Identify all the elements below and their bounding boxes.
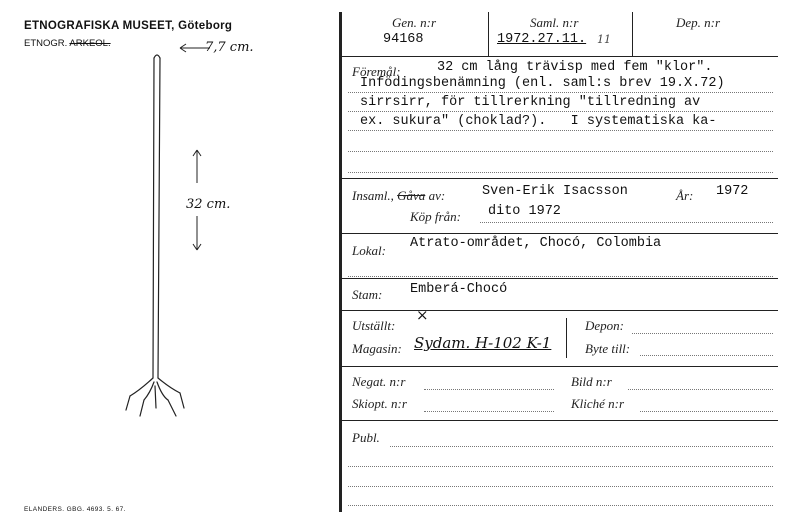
foremal-line-1: 32 cm lång trävisp med fem "klor". [437,60,713,75]
ar-label: År: [676,188,694,203]
header-divider-2 [632,12,633,56]
dotline [348,111,773,112]
whisk-sketch-icon [110,48,200,428]
dotline [348,486,773,487]
saml-mark: 11 [597,33,611,46]
gen-label: Gen. n:r [392,15,437,30]
saml-label: Saml. n:r [530,15,579,30]
stam-label: Stam: [352,287,383,302]
dotline [424,411,554,412]
printer-imprint: ELANDERS. GBG. 4693. 5. 67. [24,506,126,513]
bild-label: Bild n:r [571,374,612,389]
publ-label: Publ. [352,430,380,445]
dotline [628,389,773,390]
dotline [632,333,773,334]
saml-value: 1972.27.11. [497,32,587,47]
utstallt-label: Utställt: [352,318,396,333]
section-rule [342,278,778,279]
dotline [348,172,773,173]
dotline [424,389,554,390]
insaml-label [352,188,445,204]
section-rule [342,233,778,234]
card-left-border [339,12,342,512]
byte-label: Byte till: [585,341,631,356]
museum-title: ETNOGRAFISKA MUSEET, Göteborg [24,20,233,32]
length-note: 32 cm. [186,197,231,212]
insaml-value: Sven-Erik Isacsson [482,184,628,199]
kop-value: dito 1972 [488,204,561,219]
lokal-label: Lokal: [352,243,386,258]
section-rule [342,310,778,311]
dotline [640,355,773,356]
foremal-line-2: Infödingsbenämning (enl. saml:s brev 19.X.72) [360,76,725,91]
dep-label: Dep. n:r [676,15,721,30]
dotline [480,222,773,223]
lokal-value: Atrato-området, Chocó, Colombia [410,236,662,251]
depon-label: Depon: [585,318,624,333]
negat-label: Negat. n:r [352,374,406,389]
foremal-label: Föremål: [352,64,401,79]
etnogr-label [24,38,111,49]
dotline [390,446,773,447]
dotline [640,411,773,412]
header-divider-1 [488,12,489,56]
section-rule [342,178,778,179]
skiopt-label: Skiopt. n:r [352,396,407,411]
dotline [348,130,773,131]
dotline [348,92,773,93]
foremal-line-3: sirrsirr, för tillrerkning "tillredning av [360,95,701,110]
av-text: av: [428,188,446,203]
magasin-value: Sydam. H-102 K-1 [414,334,552,352]
dotline [348,276,773,277]
width-note: 7,7 cm. [205,40,254,55]
magasin-label: Magasin: [352,341,402,356]
ar-value: 1972 [716,184,749,199]
dotline [348,505,773,506]
insaml-text: Insaml., [352,188,394,203]
kop-label: Köp från: [410,209,461,224]
dotline [348,466,773,467]
section-rule [342,420,778,421]
gava-struck: Gåva [397,188,426,203]
stam-value: Emberá-Chocó [410,282,508,297]
storage-divider [566,318,567,358]
etnogr-text: ETNOGR. [24,38,68,49]
gen-value: 94168 [383,32,424,47]
utstallt-mark: × [416,306,429,324]
kliche-label: Kliché n:r [571,396,625,411]
header-bottom-rule [342,56,778,57]
foremal-line-4: ex. sukura" (choklad?). I systematiska ka- [360,114,717,129]
dotline [348,151,773,152]
section-rule [342,366,778,367]
arkeol-struck: ARKEOL. [69,38,111,49]
